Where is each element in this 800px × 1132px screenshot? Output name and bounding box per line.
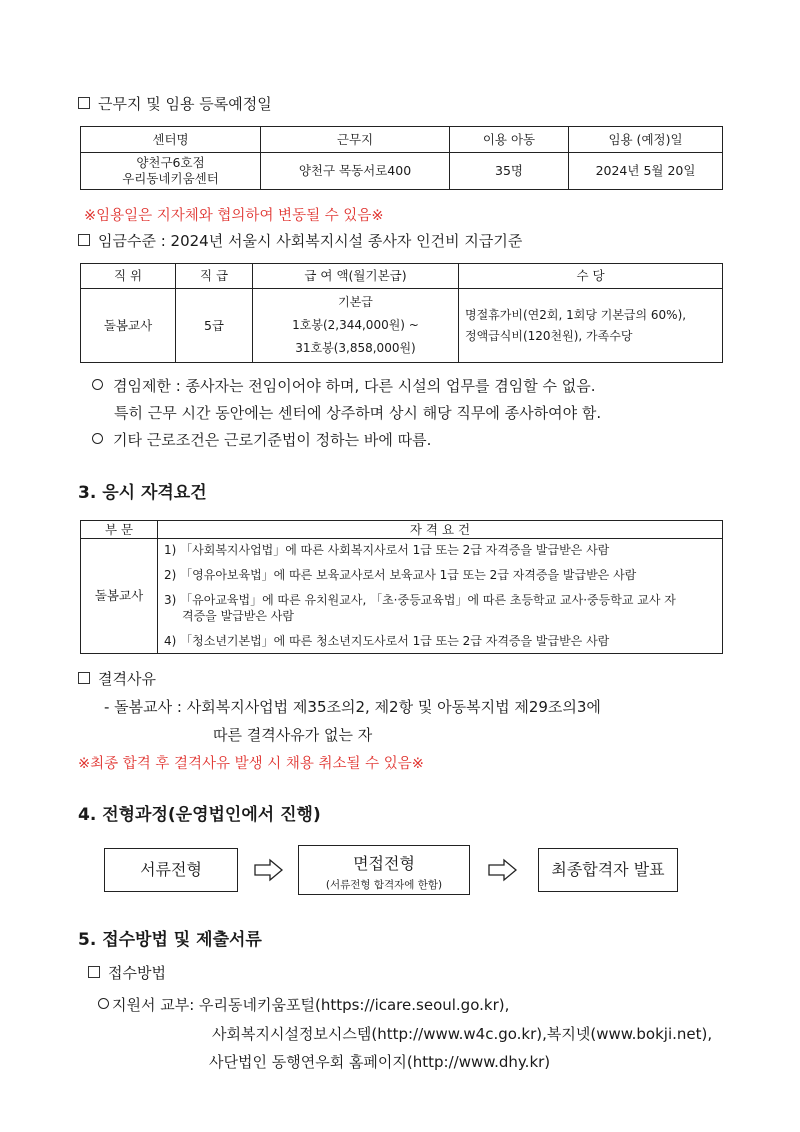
section-4-title: 4. 전형과정(운영법인에서 진행) <box>78 805 321 825</box>
col-division: 부 문 <box>81 521 158 539</box>
arrow-right-icon <box>488 858 518 882</box>
col-grade: 직 급 <box>176 264 253 289</box>
circle-bullet-icon <box>92 433 103 444</box>
disqualification-heading: 결격사유 <box>78 668 156 689</box>
submission-line-2: 사회복지시설정보시스템(http://www.w4c.go.kr),복지넷(www.bokji.net), <box>212 1025 713 1043</box>
section-wage-heading: 임금수준 : 2024년 서울시 사회복지시설 종사자 인건비 지급기준 <box>78 230 522 251</box>
col-allowance: 수 당 <box>459 264 723 289</box>
cell-division: 돌봄교사 <box>81 539 158 654</box>
submission-line-3: 사단법인 동행연우회 홈페이지(http://www.dhy.kr) <box>209 1053 551 1071</box>
col-requirements: 자 격 요 건 <box>158 521 723 539</box>
appointment-note: ※임용일은 지자체와 협의하여 변동될 수 있음※ <box>84 208 384 224</box>
qualification-table <box>80 520 723 654</box>
disqualification-note: ※최종 합격 후 결격사유 발생 시 채용 취소될 수 있음※ <box>78 756 424 772</box>
flow-step-final-label: 최종합격자 발표 <box>551 860 665 879</box>
submission-line-1: 지원서 교부: 우리동네키움포털(https://icare.seoul.go.kr), <box>98 994 509 1015</box>
col-center-name: 센터명 <box>81 127 261 153</box>
section-3-title: 3. 응시 자격요건 <box>78 483 207 503</box>
col-appointment-date: 임용 (예정)일 <box>569 127 723 153</box>
checkbox-square-icon <box>78 672 90 684</box>
cell-requirements <box>158 539 723 654</box>
flow-step-interview <box>298 845 470 895</box>
checkbox-square-icon <box>78 97 90 109</box>
flow-step-interview-label: 면접전형 <box>353 854 415 873</box>
checkbox-square-icon <box>78 234 90 246</box>
requirement-4: 4) 「청소년기본법」에 따른 청소년지도사로서 1급 또는 2급 자격증을 발급받은 사람 <box>164 634 610 649</box>
cell-center-name: 양천구6호점 우리동네키움센터 <box>81 153 261 190</box>
salary-max: 31호봉(3,858,000원) <box>295 340 416 355</box>
requirement-2: 2) 「영유아보육법」에 따른 보육교사로서 보육교사 1급 또는 2급 자격증을 발급받은 사람 <box>164 567 637 582</box>
col-salary: 급 여 액(월기본급) <box>253 264 459 289</box>
col-children: 이용 아동 <box>450 127 569 153</box>
wage-table <box>80 263 723 363</box>
work-location-table <box>80 126 723 190</box>
bullet-labor-conditions: 기타 근로조건은 근로기준법이 정하는 바에 따름. <box>92 429 431 450</box>
bullet-concurrent-limit: 겸임제한 : 종사자는 전임이어야 하며, 다른 시설의 업무를 겸임할 수 없음. <box>92 375 595 396</box>
salary-base-label: 기본급 <box>338 295 373 310</box>
cell-appointment-date: 2024년 5월 20일 <box>569 153 723 190</box>
cell-position: 돌봄교사 <box>81 289 176 363</box>
circle-bullet-icon <box>92 379 103 390</box>
col-position: 직 위 <box>81 264 176 289</box>
requirement-1: 1) 「사회복지사업법」에 따른 사회복지사로서 1급 또는 2급 자격증을 발급받은 사람 <box>164 543 610 557</box>
allowance-line-2: 정액급식비(120천원), 가족수당 <box>465 328 633 343</box>
disqualification-line-1: - 돌봄교사 : 사회복지사업법 제35조의2, 제2항 및 아동복지법 제29조의3에 <box>104 698 601 716</box>
submission-method-heading: 접수방법 <box>88 962 166 983</box>
requirement-3: 3) 「유아교육법」에 따른 유치원교사, 「초·중등교육법」에 따른 초등학교 교사·중등학교 교사 자 <box>164 592 676 607</box>
circle-bullet-icon <box>98 998 109 1009</box>
section-5-title: 5. 접수방법 및 제출서류 <box>78 930 262 950</box>
arrow-right-icon <box>254 858 284 882</box>
flow-step-document-label: 서류전형 <box>140 860 202 879</box>
section-work-location-heading: 근무지 및 임용 등록예정일 <box>78 93 272 114</box>
cell-work-location: 양천구 목동서로400 <box>261 153 450 190</box>
salary-min: 1호봉(2,344,000원) ~ <box>292 318 419 333</box>
flow-step-document <box>104 848 238 892</box>
cell-salary <box>253 289 459 363</box>
flow-step-final <box>538 848 678 892</box>
requirement-3-cont: 격증을 발급받은 사람 <box>182 609 294 624</box>
cell-children: 35명 <box>450 153 569 190</box>
cell-grade: 5급 <box>176 289 253 363</box>
cell-allowance <box>459 289 723 363</box>
bullet-concurrent-limit-cont: 특히 근무 시간 동안에는 센터에 상주하며 상시 해당 직무에 종사하여야 함. <box>114 404 602 422</box>
allowance-line-1: 명절휴가비(연2회, 1회당 기본급의 60%), <box>465 308 687 323</box>
disqualification-line-2: 따른 결격사유가 없는 자 <box>213 726 373 744</box>
checkbox-square-icon <box>88 966 100 978</box>
col-work-location: 근무지 <box>261 127 450 153</box>
flow-step-interview-sub: (서류전형 합격자에 한함) <box>325 879 443 891</box>
